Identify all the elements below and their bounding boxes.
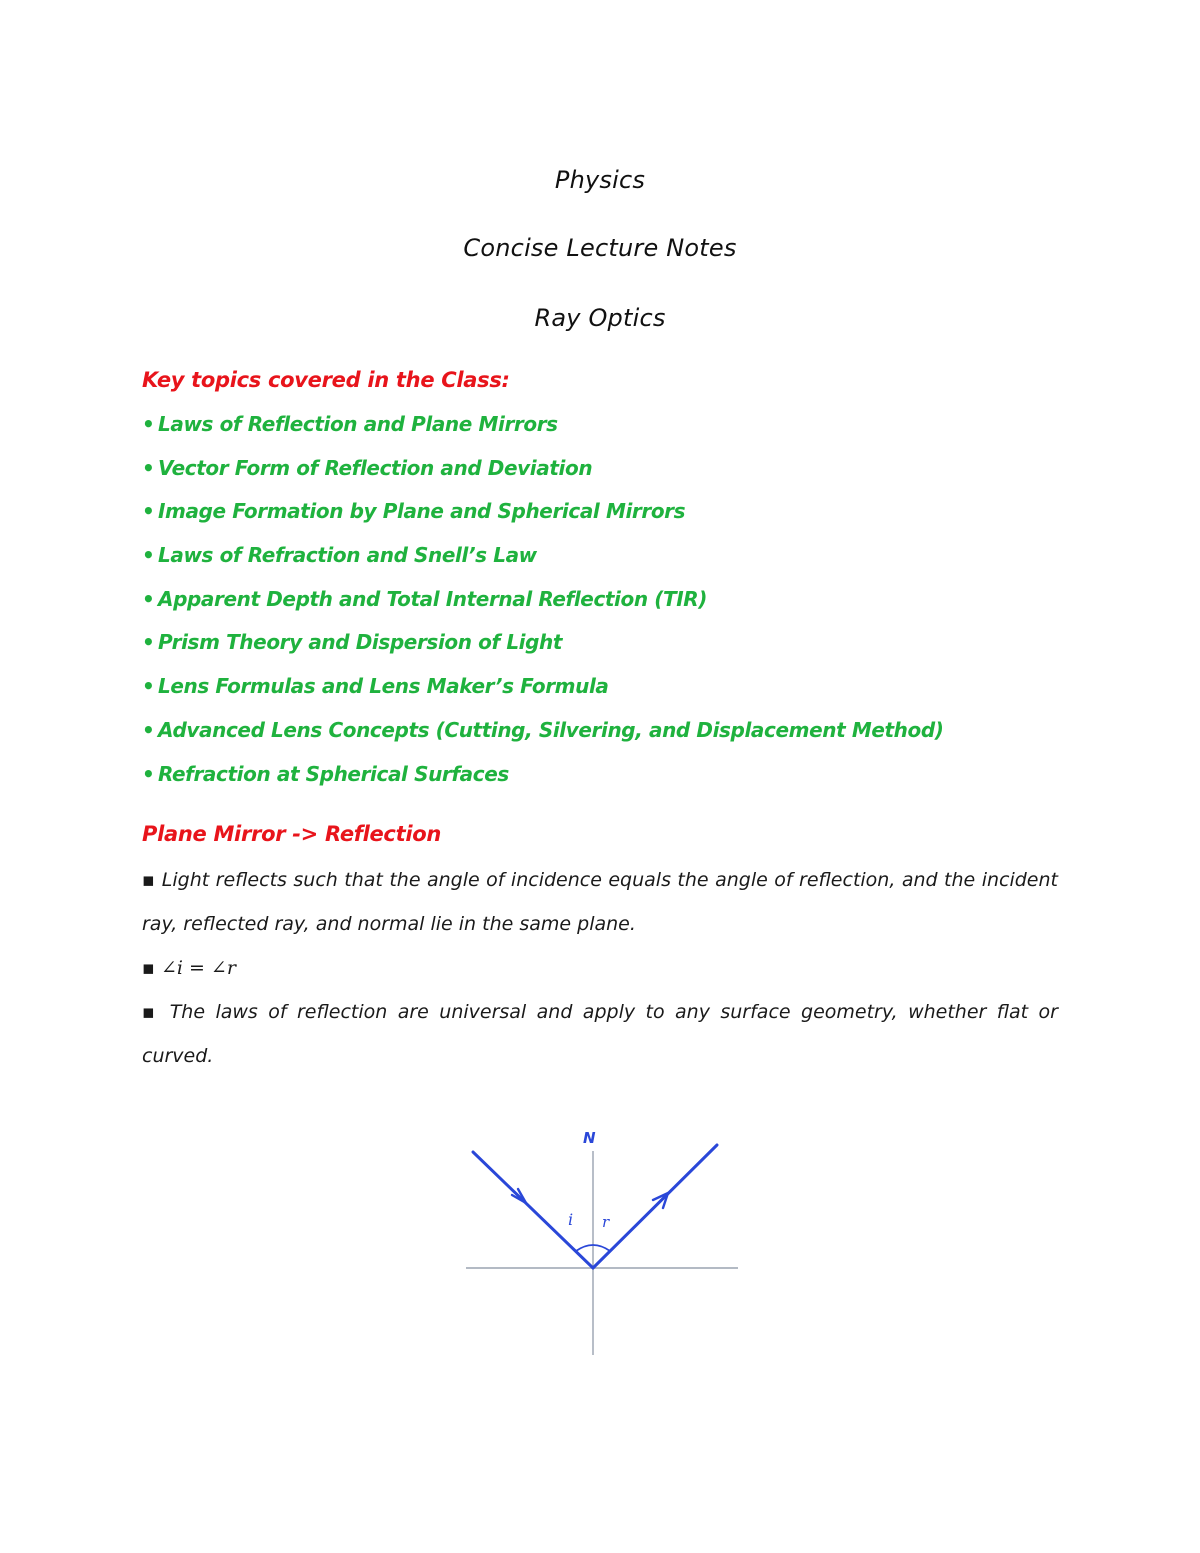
topic-text: Laws of Reflection and Plane Mirrors (158, 412, 558, 436)
reflected-ray (593, 1145, 717, 1268)
topic-item (142, 718, 943, 762)
bullet-icon: • (142, 674, 155, 699)
bullet-icon: • (142, 543, 155, 568)
plane-mirror-heading: Plane Mirror -> Reflection (142, 822, 441, 846)
incident-ray (473, 1152, 593, 1268)
bullet-icon: • (142, 586, 155, 611)
subject-title: Physics (554, 166, 646, 194)
bullet-icon: • (142, 630, 155, 655)
universal-law-text: The laws of reflection are universal and apply to any surface geometry, whether flat or curved. (142, 1001, 1058, 1067)
topic-item (142, 674, 943, 718)
chapter-title: Ray Optics (534, 304, 666, 332)
topic-text: Lens Formulas and Lens Maker’s Formula (158, 674, 609, 699)
square-bullet-icon: ▪ (142, 957, 155, 979)
angle-equation-paragraph (142, 946, 1058, 990)
topic-item (142, 762, 943, 806)
universal-law-paragraph (142, 990, 1058, 1078)
topic-item (142, 499, 943, 543)
reflection-law-paragraph (142, 858, 1058, 946)
topic-item (142, 412, 943, 456)
bullet-icon: • (142, 412, 155, 436)
normal-label: N (583, 1129, 596, 1147)
bullet-icon: • (142, 455, 155, 480)
key-topics-list (142, 412, 943, 805)
square-bullet-icon: ▪ (142, 869, 156, 891)
bullet-icon: • (142, 761, 155, 786)
square-bullet-icon: ▪ (142, 1001, 160, 1023)
reflection-diagram (460, 1115, 745, 1360)
topic-item (142, 456, 943, 500)
topic-text: Image Formation by Plane and Spherical Mirrors (158, 499, 686, 524)
topic-item (142, 587, 943, 631)
topic-text: Apparent Depth and Total Internal Reflection (TIR) (158, 586, 708, 611)
topic-text: Advanced Lens Concepts (Cutting, Silvering, and Displacement Method) (158, 717, 944, 742)
topic-text: Vector Form of Reflection and Deviation (158, 455, 593, 480)
topic-text: Laws of Refraction and Snell’s Law (158, 543, 537, 568)
bullet-icon: • (142, 717, 155, 742)
incidence-angle-label: i (568, 1210, 574, 1229)
topic-item (142, 543, 943, 587)
reflection-angle-label: r (602, 1213, 610, 1231)
topic-item (142, 630, 943, 674)
topic-text: Refraction at Spherical Surfaces (158, 761, 509, 786)
key-topics-heading: Key topics covered in the Class: (142, 368, 510, 392)
angle-equation: ∠i = ∠r (160, 957, 236, 979)
topic-text: Prism Theory and Dispersion of Light (158, 630, 563, 655)
bullet-icon: • (142, 499, 155, 524)
notes-subtitle: Concise Lecture Notes (463, 234, 737, 262)
reflection-law-text: Light reflects such that the angle of incidence equals the angle of reflection, and the incident ray, reflected ray, and normal lie in the same plane. (142, 869, 1058, 935)
